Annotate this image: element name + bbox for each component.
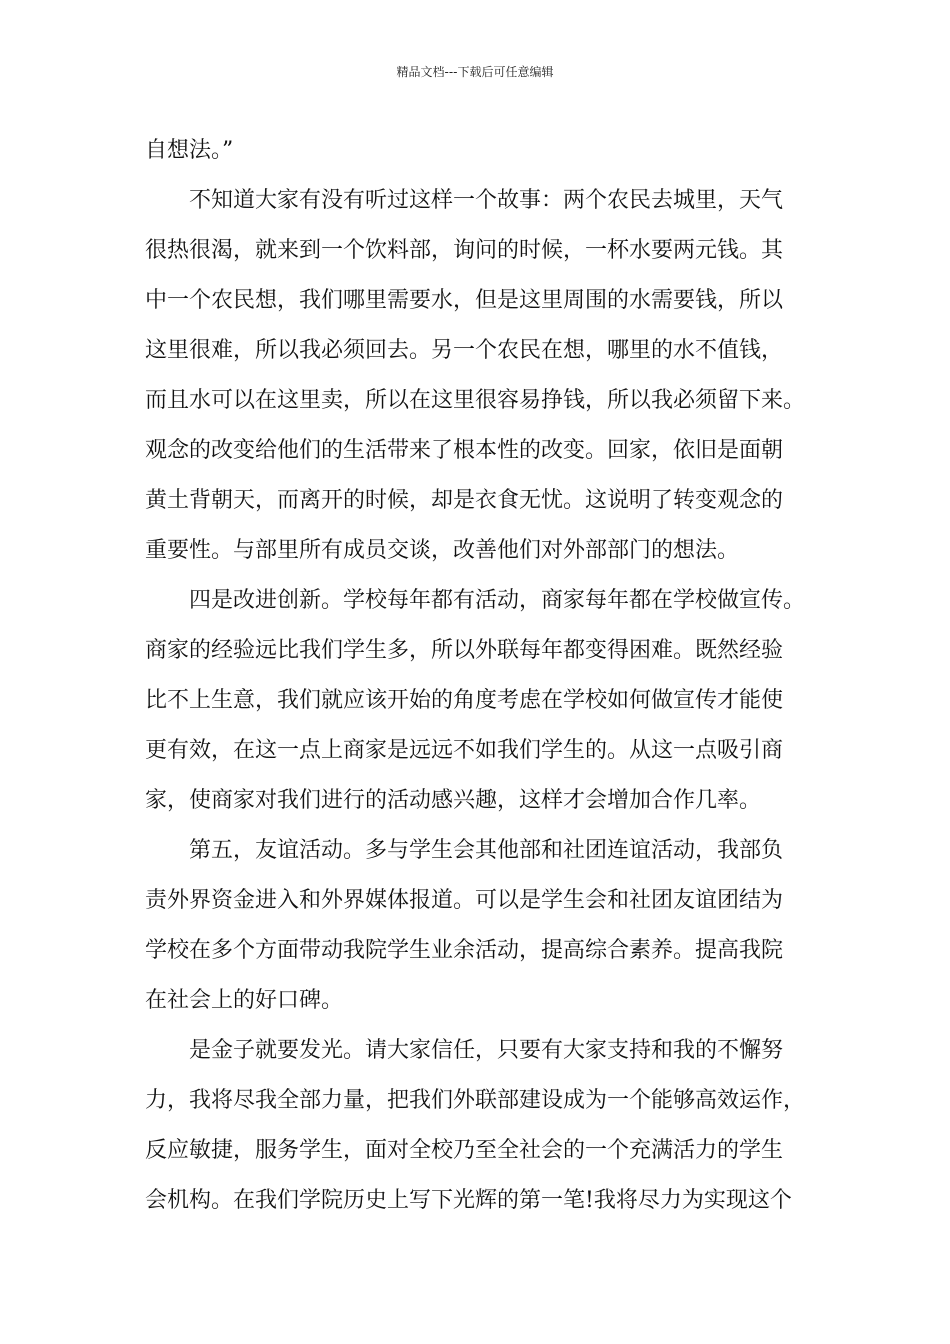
paragraph-start-line: 是金子就要发光。请大家信任，只要有大家支持和我的不懈努 — [189, 1038, 784, 1063]
text-line: 学校在多个方面带动我院学生业余活动，提高综合素养。提高我院 — [145, 938, 784, 963]
text-line: 商家的经验远比我们学生多，所以外联每年都变得困难。既然经验 — [145, 638, 784, 663]
text-line: 责外界资金进入和外界媒体报道。可以是学生会和社团友谊团结为 — [145, 888, 784, 913]
paragraph-start-line: 第五，友谊活动。多与学生会其他部和社团连谊活动，我部负 — [189, 838, 784, 863]
text-line: 观念的改变给他们的生活带来了根本性的改变。回家，依旧是面朝 — [145, 438, 784, 463]
text-line: 力，我将尽我全部力量，把我们外联部建设成为一个能够高效运作， — [145, 1088, 806, 1113]
text-line: 重要性。与部里所有成员交谈，改善他们对外部部门的想法。 — [145, 538, 740, 563]
text-line: 而且水可以在这里卖，所以在这里很容易挣钱，所以我必须留下来。 — [145, 388, 806, 413]
paragraph-start-line: 四是改进创新。学校每年都有活动，商家每年都在学校做宣传。 — [189, 588, 806, 613]
text-line: 中一个农民想，我们哪里需要水，但是这里周围的水需要钱，所以 — [145, 288, 784, 313]
text-line: 在社会上的好口碑。 — [145, 988, 344, 1013]
paragraph-start-line: 不知道大家有没有听过这样一个故事：两个农民去城里，天气 — [189, 188, 784, 213]
text-line: 自想法。” — [145, 138, 234, 163]
text-line: 会机构。在我们学院历史上写下光辉的第一笔!我将尽力为实现这个 — [145, 1188, 792, 1213]
text-line: 很热很渴，就来到一个饮料部，询问的时候，一杯水要两元钱。其 — [145, 238, 784, 263]
text-line: 反应敏捷，服务学生，面对全校乃至全社会的一个充满活力的学生 — [145, 1138, 784, 1163]
text-line: 家，使商家对我们进行的活动感兴趣，这样才会增加合作几率。 — [145, 788, 762, 813]
document-body — [145, 126, 825, 1226]
text-line: 比不上生意，我们就应该开始的角度考虑在学校如何做宣传才能使 — [145, 688, 784, 713]
text-line: 这里很难，所以我必须回去。另一个农民在想，哪里的水不值钱， — [145, 338, 784, 363]
page-header: 精品文档---下载后可任意编辑 — [396, 65, 554, 79]
text-line: 黄土背朝天，而离开的时候，却是衣食无忧。这说明了转变观念的 — [145, 488, 784, 513]
text-line: 更有效，在这一点上商家是远远不如我们学生的。从这一点吸引商 — [145, 738, 784, 763]
